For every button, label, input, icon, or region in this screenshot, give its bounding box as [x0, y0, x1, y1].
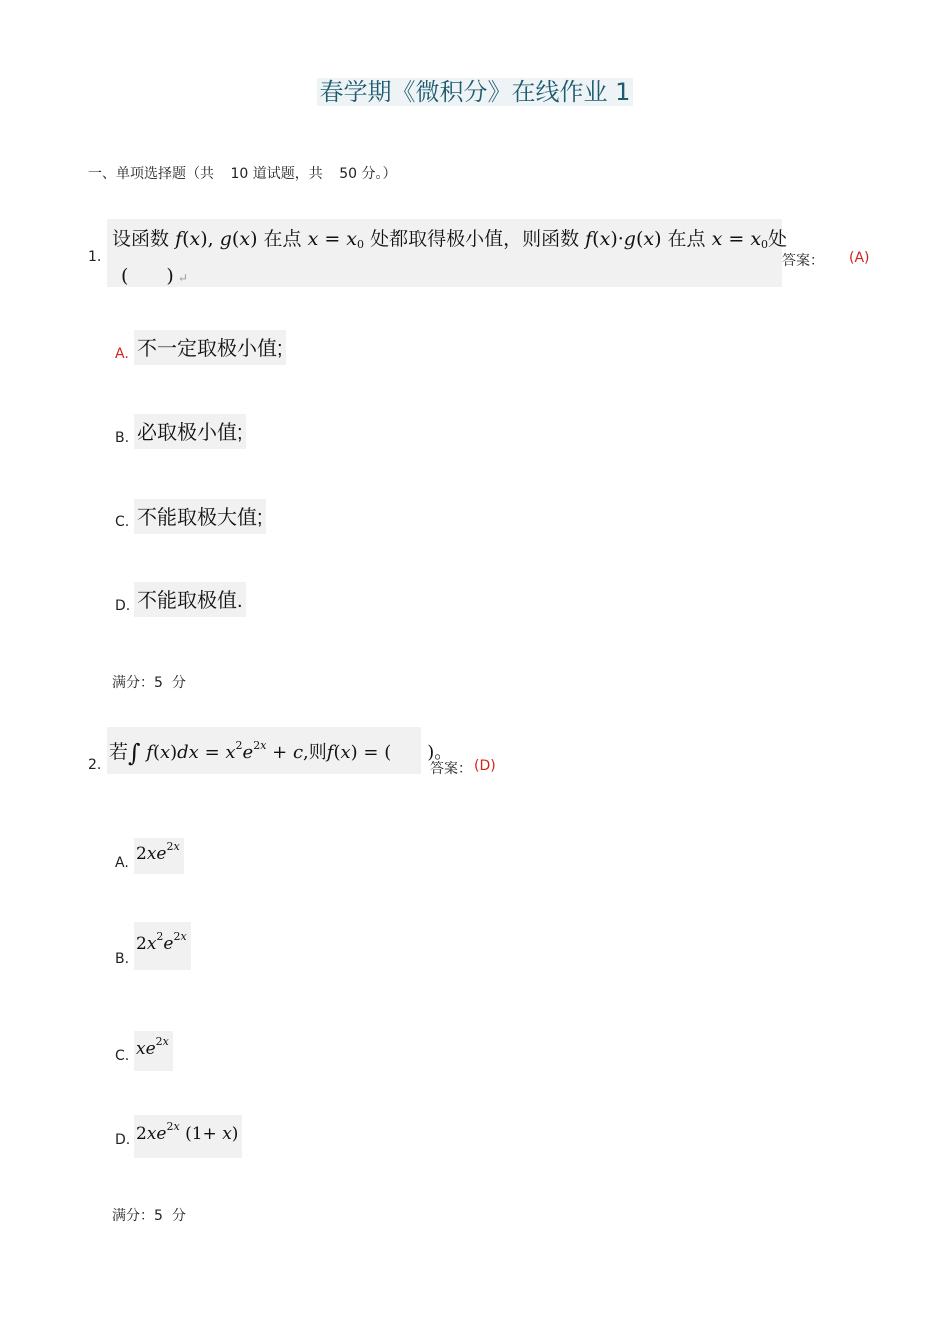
- section-mid: 道试题，共: [252, 166, 323, 182]
- score-label: 满分：: [112, 675, 154, 691]
- option-d: 不能取极值.: [134, 582, 246, 617]
- question-stem-line1: 设函数 f(x), g(x) 在点 $x = x_0$ 处都取得极小值，则函数 f(x)·g(x) 在点 $x = x_0$处: [112, 228, 788, 251]
- answer-blank: ( ): [121, 265, 174, 287]
- integral-icon: ∫: [128, 739, 141, 767]
- option-letter: C.: [115, 514, 130, 530]
- page-title-text: 春学期《微积分》在线作业 1: [317, 78, 634, 106]
- option-letter: D.: [115, 598, 131, 614]
- option-a: 不一定取极小值;: [134, 330, 286, 365]
- score-unit: 分: [171, 675, 186, 691]
- option-c: $xe^{2x}$: [134, 1031, 173, 1071]
- score-line: [112, 1205, 186, 1225]
- section-label: 一、单项选择题（共: [88, 166, 214, 182]
- option-c: 不能取极大值;: [134, 499, 266, 534]
- score-value: 5: [154, 675, 163, 691]
- option-letter: A.: [115, 346, 129, 362]
- section-header: [88, 163, 396, 183]
- question-stem-line2: [121, 261, 188, 288]
- option-b: 必取极小值;: [134, 414, 246, 449]
- question-number: 1.: [88, 249, 102, 265]
- answer-blank: ( ): [384, 742, 435, 763]
- page-title: [0, 72, 950, 107]
- option-letter: D.: [115, 1132, 131, 1148]
- option-letter: B.: [115, 430, 130, 446]
- score-line: [112, 672, 186, 692]
- score-unit: 分: [171, 1208, 186, 1224]
- section-count: 10: [230, 166, 249, 182]
- paragraph-mark-icon: ↵: [177, 271, 188, 285]
- question-stem-line1: 若∫ $f(x)dx = x^2e^{2x} + c$,则f(x) = ( )。: [109, 739, 453, 767]
- option-b: $2x^2e^{2x}$: [134, 922, 191, 970]
- score-value: 5: [154, 1208, 163, 1224]
- stem-formula: f: [175, 228, 183, 250]
- question-stem: [107, 727, 453, 774]
- section-suffix: 分。）: [361, 166, 397, 182]
- answer-value: (A): [849, 250, 870, 266]
- answer-label: 答案：: [782, 253, 824, 269]
- option-letter: C.: [115, 1048, 130, 1064]
- section-points: 50: [339, 166, 358, 182]
- question-stem: [107, 219, 788, 287]
- score-label: 满分：: [112, 1208, 154, 1224]
- answer-label: 答案：: [430, 761, 472, 777]
- option-d: $2xe^{2x}$ (1+ x): [134, 1115, 242, 1158]
- option-letter: A.: [115, 855, 129, 871]
- question-number: 2.: [88, 757, 102, 773]
- option-letter: B.: [115, 951, 130, 967]
- option-a: $2xe^{2x}$: [134, 838, 184, 874]
- answer-value: (D): [474, 758, 496, 774]
